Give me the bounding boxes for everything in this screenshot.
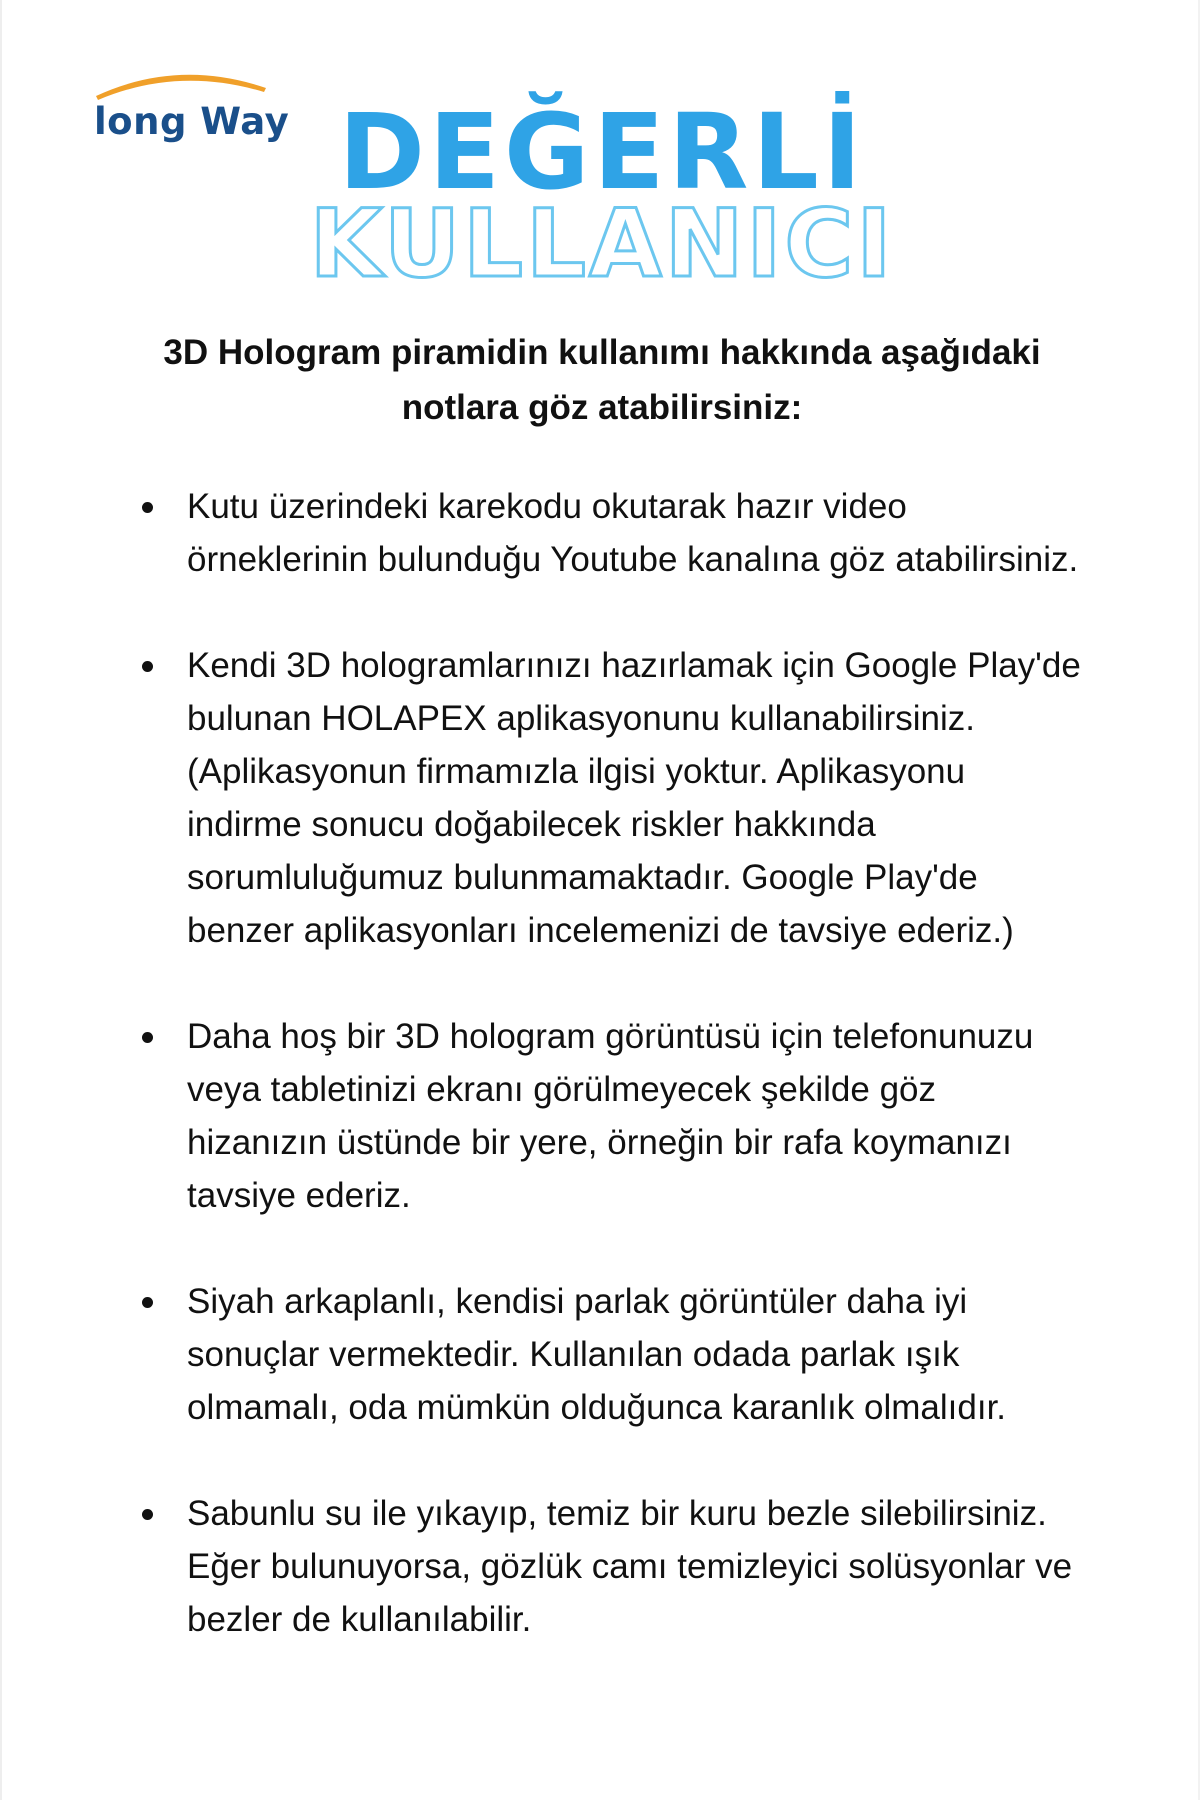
list-item	[135, 480, 1085, 586]
notes-list	[135, 480, 1085, 1699]
list-item	[135, 639, 1085, 957]
note-text: Kutu üzerindeki karekodu okutarak hazır video örneklerinin bulunduğu Youtube kanalına göz atabilirsiniz.	[187, 487, 1079, 579]
bullet-icon	[142, 1297, 153, 1308]
list-item	[135, 1275, 1085, 1434]
note-text: Daha hoş bir 3D hologram görüntüsü için telefonunuzu veya tabletinizi ekranı görülmeyecek şekilde göz hizanızın üstünde bir yere, örneğin bir rafa koymanızı tavsiye ederiz.	[187, 1017, 1034, 1215]
title-line-1: DEĞERLİ	[338, 91, 866, 213]
list-item	[135, 1487, 1085, 1646]
bullet-icon	[142, 661, 153, 672]
intro-text: 3D Hologram piramidin kullanımı hakkında aşağıdaki notlara göz atabilirsiniz:	[163, 333, 1041, 427]
logo-text: long Way	[94, 100, 290, 143]
note-text: Kendi 3D hologramlarınızı hazırlamak için Google Play'de bulunan HOLAPEX aplikasyonunu kullanabilirsiniz. (Aplikasyonun firmamızla ilgisi yoktur. Aplikasyonu indirme sonucu doğabilecek riskler hakkında sorumluluğumuz bulunmamaktadır. Google Play'de benzer aplikasyonları incelemenizi de tavsiye ederiz.)	[187, 646, 1081, 950]
bullet-icon	[142, 502, 153, 513]
title-line-2: KULLANICI	[309, 190, 895, 299]
list-item	[135, 1010, 1085, 1222]
bullet-icon	[142, 1509, 153, 1520]
logo-arc-icon	[90, 62, 290, 102]
bullet-icon	[142, 1032, 153, 1043]
note-text: Sabunlu su ile yıkayıp, temiz bir kuru bezle silebilirsiniz. Eğer bulunuyorsa, gözlük camı temizleyici solüsyonlar ve bezler de kullanılabilir.	[187, 1494, 1073, 1639]
note-text: Siyah arkaplanlı, kendisi parlak görüntüler daha iyi sonuçlar vermektedir. Kullanılan odada parlak ışık olmamalı, oda mümkün olduğunca karanlık olmalıdır.	[187, 1282, 1007, 1427]
